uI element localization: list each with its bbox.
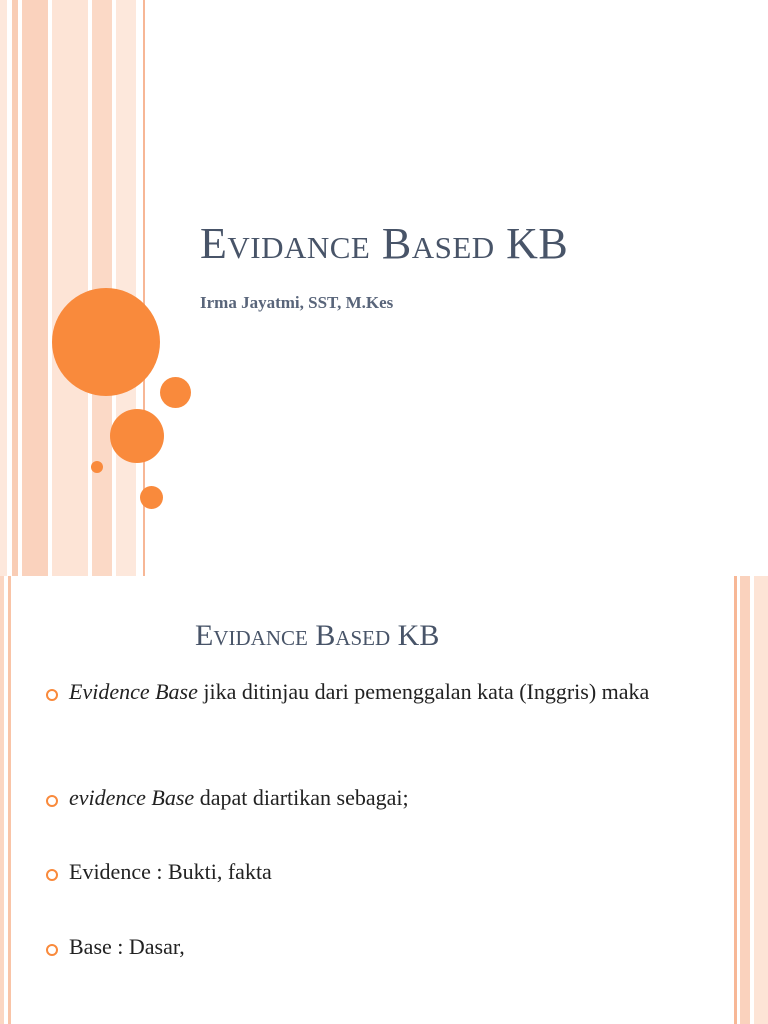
decorative-stripe [740, 576, 750, 1024]
bullet-circle-icon [46, 795, 58, 807]
decorative-stripe [22, 0, 48, 576]
decorative-circle-medium [110, 409, 164, 463]
decorative-stripe [116, 0, 136, 576]
decorative-stripe [52, 0, 88, 576]
bullet-text: Base : Dasar, [69, 934, 185, 959]
bullet-item [46, 856, 726, 888]
decorative-circle-tiny [91, 461, 103, 473]
decorative-stripe [734, 576, 737, 1024]
bullet-text: dapat diartikan sebagai; [194, 785, 409, 810]
bullet-emphasis: Evidence Base [69, 679, 198, 704]
bullet-circle-icon [46, 869, 58, 881]
bullet-emphasis: evidence Base [69, 785, 195, 810]
decorative-stripe [0, 0, 7, 576]
decorative-circle-large [52, 288, 160, 396]
decorative-stripe [0, 576, 4, 1024]
bullet-circle-icon [46, 944, 58, 956]
decorative-stripe [8, 576, 11, 1024]
bullet-circle-icon [46, 689, 58, 701]
decorative-stripe [12, 0, 18, 576]
decorative-circle-small [160, 377, 191, 408]
slide-title: Evidance Based KB [195, 619, 440, 652]
content-slide [0, 576, 768, 1024]
decorative-circle-small [140, 486, 163, 509]
slide-subtitle: Irma Jayatmi, SST, M.Kes [200, 293, 394, 312]
bullet-item [46, 676, 726, 708]
bullet-item [46, 931, 726, 963]
bullet-text: Evidence : Bukti, fakta [69, 859, 272, 884]
decorative-stripe [754, 576, 768, 1024]
slide-title: Evidance Based KB [200, 219, 569, 268]
bullet-text: jika ditinjau dari pemenggalan kata (Inggris) maka [197, 679, 650, 704]
bullet-item [46, 782, 726, 814]
